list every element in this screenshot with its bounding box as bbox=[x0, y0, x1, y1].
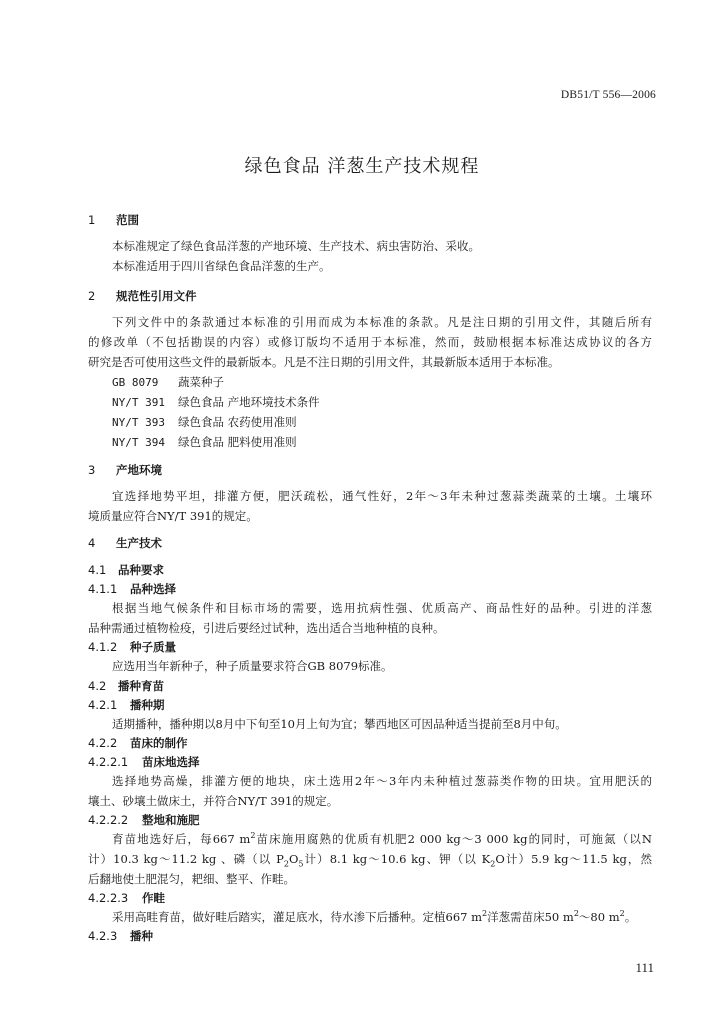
section-heading-4-2-1: 4.2.1 播种期 bbox=[88, 698, 165, 712]
paragraph: 选择地势高燥，排灌方便的地块，床土选用2年～3年内未种植过葱蒜类作物的田块。宜用肥沃的 bbox=[112, 774, 652, 788]
document-title: 绿色食品 洋葱生产技术规程 bbox=[244, 156, 480, 177]
section-heading-2: 2 规范性引用文件 bbox=[88, 289, 197, 303]
paragraph: 采用高畦育苗，做好畦后踏实，灌足底水，待水渗下后播种。定植667 $m^2$洋葱需苗床50 $m^2\sim 80$ $m^2$。 bbox=[112, 909, 637, 924]
reference-item: NY/T 393 绿色食品 农药使用准则 bbox=[112, 415, 297, 429]
page-number: 111 bbox=[635, 960, 654, 975]
standard-code: DB51/T 556—2006 bbox=[560, 89, 656, 101]
paragraph: 研究是否可使用这些文件的最新版本。凡是不注日期的引用文件，其最新版本适用于本标准。 bbox=[88, 355, 560, 369]
section-heading-3: 3 产地环境 bbox=[88, 463, 162, 477]
paragraph: 本标准适用于四川省绿色食品洋葱的生产。 bbox=[112, 259, 331, 273]
section-heading-4-2-3: 4.2.3 播种 bbox=[88, 929, 153, 943]
section-heading-4-1-1: 4.1.1 品种选择 bbox=[88, 582, 176, 596]
reference-item: NY/T 394 绿色食品 肥料使用准则 bbox=[112, 435, 297, 449]
section-heading-4-1: 4.1 品种要求 bbox=[88, 563, 164, 577]
section-heading-4-2: 4.2 播种育苗 bbox=[88, 679, 164, 693]
paragraph: 壤土、砂壤土做床土，并符合NY/T 391的规定。 bbox=[88, 794, 339, 808]
section-heading-4-2-2-3: 4.2.2.3 作畦 bbox=[88, 891, 165, 905]
paragraph: 品种需通过植物检疫，引进后要经过试种，选出适合当地种植的良种。 bbox=[88, 621, 445, 635]
paragraph: 宜选择地势平坦，排灌方便，肥沃疏松，通气性好，2年～3年未种过葱蒜类蔬菜的土壤。土壤环 bbox=[112, 489, 652, 503]
paragraph: 育苗地选好后，每667 $m^2$苗床施用腐熟的优质有机肥2 000 kg～3 000 kg的同时，可施氮（以N bbox=[112, 831, 652, 846]
paragraph: 根据当地气候条件和目标市场的需要，选用抗病性强、优质高产、商品性好的品种。引进的洋葱 bbox=[112, 601, 652, 615]
section-heading-4-2-2-1: 4.2.2.1 苗床地选择 bbox=[88, 755, 200, 769]
paragraph: 适期播种，播种期以8月中下旬至10月上旬为宜；攀西地区可因品种适当提前至8月中旬。 bbox=[112, 717, 567, 731]
section-heading-4: 4 生产技术 bbox=[88, 536, 162, 550]
paragraph: 本标准规定了绿色食品洋葱的产地环境、生产技术、病虫害防治、采收。 bbox=[112, 239, 480, 253]
paragraph: 计）10.3 kg～11.2 kg 、磷（以 $P_2O_5$计）8.1 kg～10.6 kg、钾（以 $K_2O$计）5.9 kg～11.5 kg，然 bbox=[88, 852, 652, 869]
section-heading-4-1-2: 4.1.2 种子质量 bbox=[88, 640, 176, 654]
reference-item: NY/T 391 绿色食品 产地环境技术条件 bbox=[112, 395, 320, 409]
section-heading-4-2-2: 4.2.2 苗床的制作 bbox=[88, 736, 188, 750]
paragraph: 应选用当年新种子，种子质量要求符合GB 8079标准。 bbox=[112, 659, 393, 673]
paragraph: 的修改单（不包括勘误的内容）或修订版均不适用于本标准，然而，鼓励根据本标准达成协议的各方 bbox=[88, 335, 652, 349]
paragraph: 下列文件中的条款通过本标准的引用而成为本标准的条款。凡是注日期的引用文件，其随后所有 bbox=[112, 315, 652, 329]
paragraph: 境质量应符合NY/T 391的规定。 bbox=[88, 509, 258, 523]
paragraph: 后翻地使土肥混匀，耙细、整平、作畦。 bbox=[88, 872, 295, 886]
section-heading-1: 1 范围 bbox=[88, 213, 139, 227]
section-heading-4-2-2-2: 4.2.2.2 整地和施肥 bbox=[88, 813, 200, 827]
reference-item: GB 8079 蔬菜种子 bbox=[112, 375, 224, 389]
